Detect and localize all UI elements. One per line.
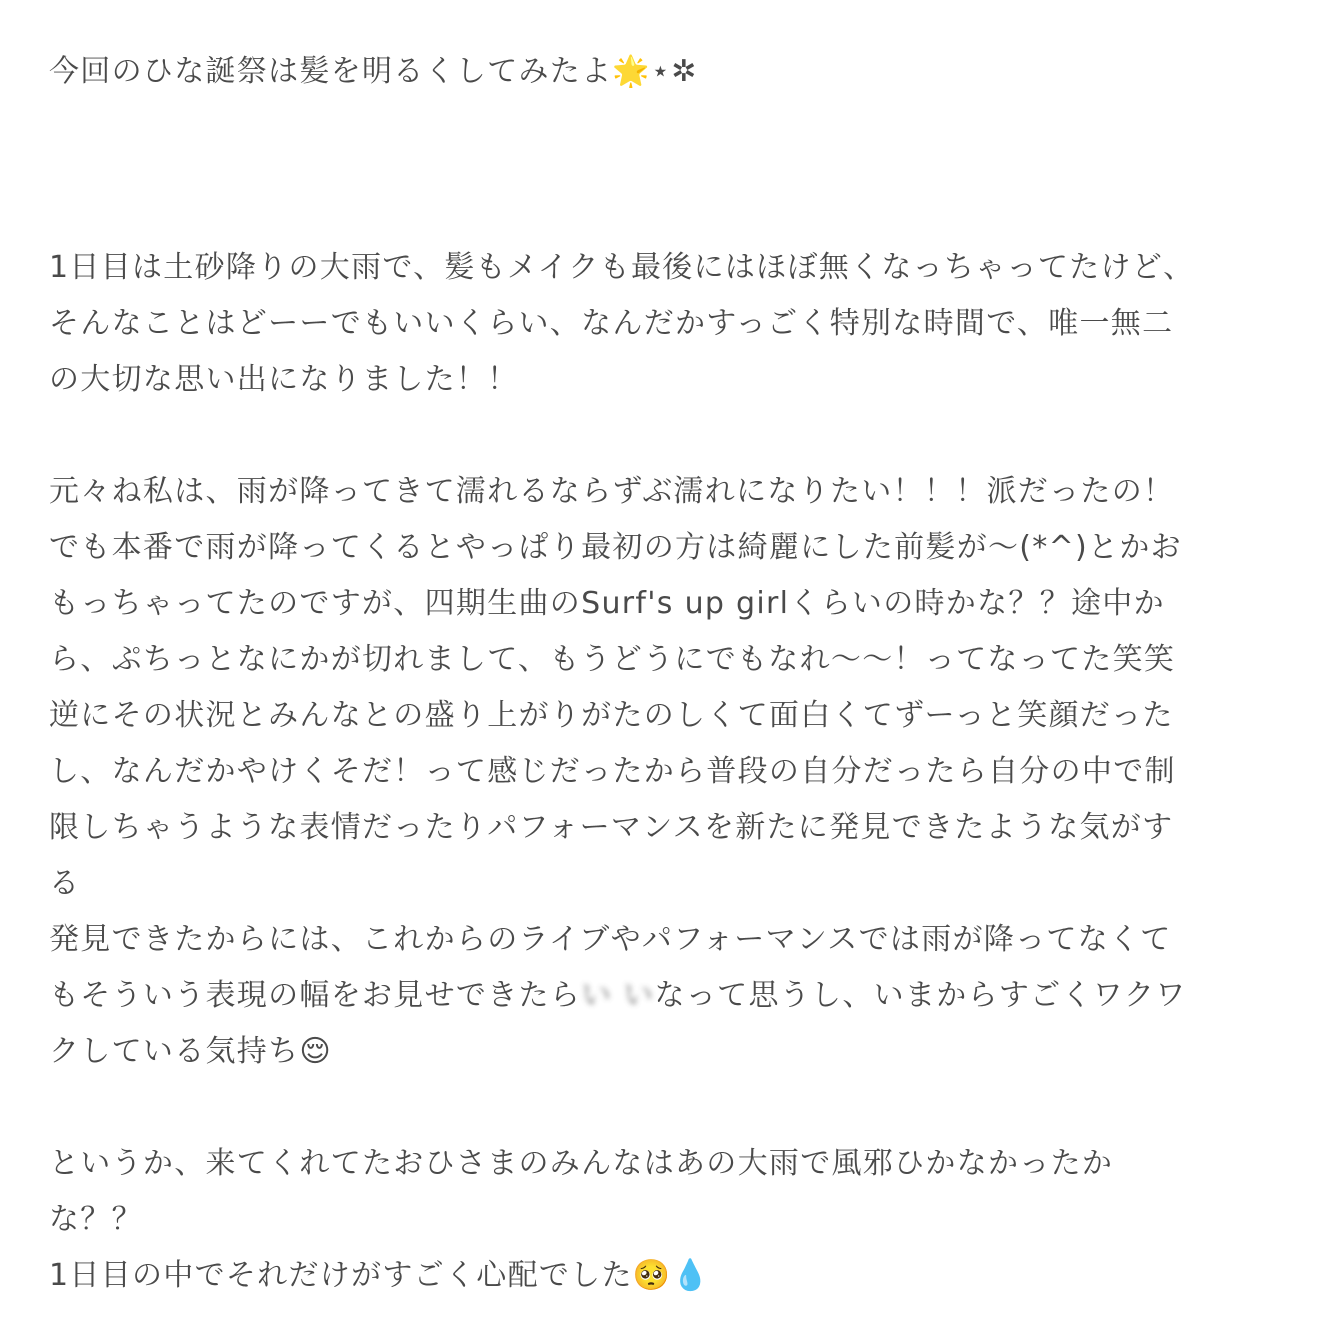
post-line: 1日目は土砂降りの大雨で、髪もメイクも最後にはほぼ無くなっちゃってたけど、 — [49, 250, 1195, 285]
post-line: し、なんだかやけくそだ！って感じだったから普段の自分だったら自分の中で制 — [49, 754, 1176, 789]
post-line: る — [49, 866, 81, 901]
post-line-with-blur — [49, 968, 1289, 1024]
post-line: もっちゃってたのですが、四期生曲のSurf's up girlくらいの時かな？？途中か — [49, 586, 1165, 621]
paragraph-gap — [49, 100, 1289, 184]
post-line: クしている気持ち😌 — [49, 1034, 332, 1069]
post-line: ら、ぷちっとなにかが切れまして、もうどうにでもなれ〜〜！ってなってた笑笑 — [49, 642, 1176, 677]
blog-post-body — [49, 44, 1289, 1304]
paragraph-gap — [49, 1080, 1289, 1136]
post-line: 1日目の中でそれだけがすごく心配でした🥺💧 — [49, 1258, 711, 1293]
blurred-text: い い — [581, 978, 655, 1013]
post-line: そんなことはどーーでもいいくらい、なんだかすっごく特別な時間で、唯一無二 — [49, 306, 1174, 341]
post-line: な？？ — [49, 1202, 143, 1237]
line-text-after: なって思うし、いまからすごくワクワ — [654, 978, 1187, 1013]
post-line: 逆にその状況とみんなとの盛り上がりがたのしくて面白くてずーっと笑顔だった — [49, 698, 1174, 733]
paragraph-gap — [49, 184, 1289, 240]
line-text-before: もそういう表現の幅をお見せできたら — [49, 978, 582, 1013]
post-line: 元々ね私は、雨が降ってきて濡れるならずぶ濡れになりたい！！！派だったの！ — [49, 474, 1175, 509]
post-line: 発見できたからには、これからのライブやパフォーマンスでは雨が降ってなくて — [49, 922, 1172, 957]
post-line: というか、来てくれてたおひさまのみんなはあの大雨で風邪ひかなかったか — [49, 1146, 1114, 1181]
paragraph-gap — [49, 408, 1289, 464]
post-line: でも本番で雨が降ってくるとやっぱり最初の方は綺麗にした前髪が〜(*^)とかお — [49, 530, 1182, 565]
post-line: 限しちゃうような表情だったりパフォーマンスを新たに発見できたような気がす — [49, 810, 1174, 845]
post-line: 今回のひな誕祭は髪を明るくしてみたよ🌟⋆✲ — [49, 54, 698, 89]
post-line: の大切な思い出になりました！！ — [49, 362, 519, 397]
